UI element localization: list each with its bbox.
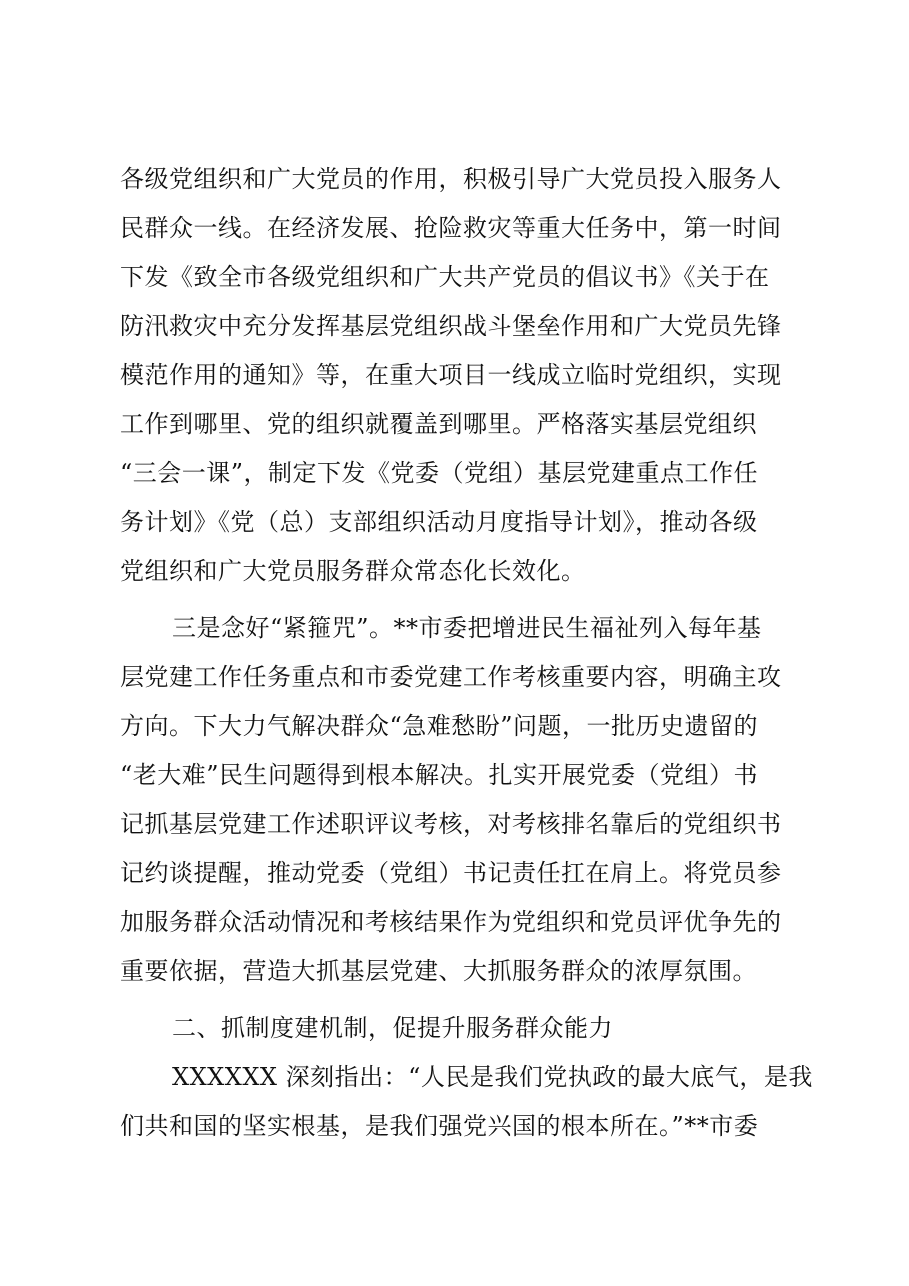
paragraph-line: 防汛救灾中充分发挥基层党组织战斗堡垒作用和广大党员先锋 (120, 312, 782, 340)
paragraph-line: 记抓基层党建工作述职评议考核，对考核排名靠后的党组织书 (120, 810, 782, 838)
paragraph-line: XXXXXX 深刻指出：“人民是我们党执政的最大底气，是我 (172, 1063, 813, 1091)
paragraph-line: 务计划》《党（总）支部组织活动月度指导计划》，推动各级 (120, 508, 758, 536)
paragraph-line: 党组织和广大党员服务群众常态化长效化。 (120, 557, 586, 585)
paragraph-line: 模范作用的通知》等，在重大项目一线成立临时党组织，实现 (120, 361, 782, 389)
paragraph-line: 三是念好“紧箍咒”。**市委把增进民生福祉列入每年基 (172, 614, 762, 642)
paragraph-continuation (120, 155, 790, 596)
paragraph-line: 记约谈提醒，推动党委（党组）书记责任扛在肩上。将党员参 (120, 859, 782, 887)
paragraph-line: 民群众一线。在经济发展、抢险救灾等重大任务中，第一时间 (120, 214, 782, 242)
paragraph-line: “老大难”民生问题得到根本解决。扎实开展党委（党组）书 (120, 761, 759, 789)
paragraph-spacer (120, 596, 790, 604)
paragraph-line: 工作到哪里、党的组织就覆盖到哪里。严格落实基层党组织 (120, 410, 757, 438)
paragraph-line: 们共和国的坚实根基，是我们强党兴国的根本所在。”**市委 (120, 1112, 759, 1140)
paragraph-quote (120, 1053, 813, 1151)
paragraph-spacer (120, 996, 790, 1004)
paragraph-line: “三会一课”，制定下发《党委（党组）基层党建重点工作任 (120, 459, 759, 487)
paragraph-line: 重要依据，营造大抓基层党建、大抓服务群众的浓厚氛围。 (120, 957, 757, 985)
paragraph-line: 下发《致全市各级党组织和广大共产党员的倡议书》《关于在 (120, 263, 770, 291)
paragraph-line: 各级党组织和广大党员的作用，积极引导广大党员投入服务人 (120, 165, 782, 193)
paragraph-line: 层党建工作任务重点和市委党建工作考核重要内容，明确主攻 (120, 663, 782, 691)
document-body (120, 155, 813, 1151)
paragraph-point-three (120, 604, 790, 996)
paragraph-line: 加服务群众活动情况和考核结果作为党组织和党员评优争先的 (120, 908, 782, 936)
section-heading: 二、抓制度建机制，促提升服务群众能力 (172, 1014, 613, 1042)
paragraph-line: 方向。下大力气解决群众“急难愁盼”问题，一批历史遗留的 (120, 712, 759, 740)
